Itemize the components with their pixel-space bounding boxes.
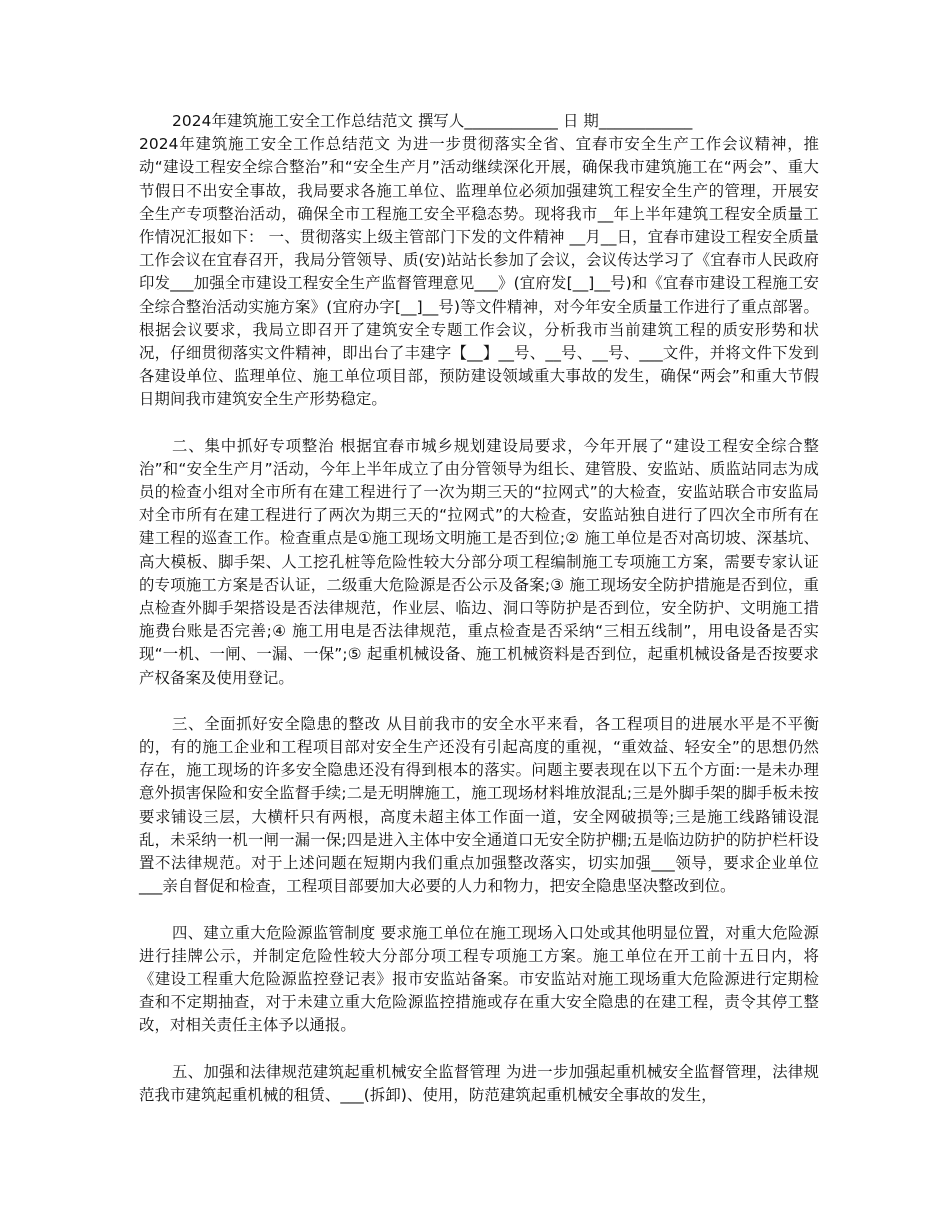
document-body bbox=[139, 110, 819, 1130]
paragraph-4-text: 四、建立重大危险源监管制度 要求施工单位在施工现场入口处或其他明显位置，对重大危险源进行挂牌公示，并制定危险性较大分部分项工程专项施工方案。施工单位在开工前十五日内，将《建设工程重大危险源监控登记表》报市安监站备案。市安监站对施工现场重大危险源进行定期检查和不定期抽查，对于未建立重大危险源监控措施或存在重大安全隐患的在建工程，责令其停工整改，对相关责任主体予以通报。 bbox=[139, 923, 819, 1035]
paragraph-1-text: 2024年建筑施工安全工作总结范文 为进一步贯彻落实全省、宜春市安全生产工作会议精神，推动“建设工程安全综合整治”和“安全生产月”活动继续深化开展，确保我市建筑施工在“两会”、重大节假日不出安全事故，我局要求各施工单位、监理单位必须加强建筑工程安全生产的管理，开展安全生产专项整治活动，确保全市工程施工安全平稳态势。现将我市__年上半年建筑工程安全质量工作情况汇报如下： 一、贯彻落实上级主管部门下发的文件精神 __月__日，宜春市建设工程安全质量工作会议在宜春召开，我局分管领导、质(安)站站长参加了会议，会议传达学习了《宜春市人民政府印发___加强全市建设工程安全生产监督管理意见___》(宜府发[__]__号)和《宜春市建设工程施工安全综合整治活动实施方案》(宜府办字[__]__号)等文件精神，对今年安全质量工作进行了重点部署。根据会议要求，我局立即召开了建筑安全专题工作会议，分析我市当前建筑工程的质安形势和状况，仔细贯彻落实文件精神，即出台了丰建字【__】__号、__号、__号、___文件，并将文件下发到各建设单位、监理单位、施工单位项目部，预防建设领域重大事故的发生，确保“两会”和重大节假日期间我市建筑安全生产形势稳定。 bbox=[139, 135, 819, 409]
paragraph-3-text: 三、全面抓好安全隐患的整改 从目前我市的安全水平来看，各工程项目的进展水平是不平衡的，有的施工企业和工程项目部对安全生产还没有引起高度的重视，“重效益、轻安全”的思想仍然存在，施工现场的许多安全隐患还没有得到根本的落实。问题主要表现在以下五个方面:一是未办理意外损害保险和安全监督手续;二是无明牌施工，施工现场材料堆放混乱;三是外脚手架的脚手板未按要求铺设三层，大横杆只有两根，高度未超主体工作面一道，安全网破损等;三是施工线路铺设混乱，未采纳一机一闸一漏一保;四是进入主体中安全通道口无安全防护棚;五是临边防护的防护栏杆设置不法律规范。对于上述问题在短期内我们重点加强整改落实，切实加强___领导，要求企业单位___亲自督促和检查，工程项目部要加大必要的人力和物力，把安全隐患坚决整改到位。 bbox=[139, 714, 819, 896]
paragraph-3 bbox=[139, 713, 819, 899]
paragraph-2-text: 二、集中抓好专项整治 根据宜春市城乡规划建设局要求，今年开展了“建设工程安全综合整治”和“安全生产月”活动，今年上半年成立了由分管领导为组长、建管股、安监站、质监站同志为成员的检查小组对全市所有在建工程进行了一次为期三天的“拉网式”的大检查，安监站联合市安监局对全市所有在建工程进行了两次为期三天的“拉网式”的大检查，安监站独自进行了四次全市所有在建工程的巡查工作。检查重点是①施工现场文明施工是否到位;② 施工单位是否对高切坡、深基坑、高大模板、脚手架、人工挖孔桩等危险性较大分部分项工程编制施工专项施工方案，需要专家认证的专项施工方案是否认证，二级重大危险源是否公示及备案;③ 施工现场安全防护措施是否到位，重点检查外脚手架搭设是否法律规范，作业层、临边、洞口等防护是否到位，安全防护、文明施工措施费台账是否完善;④ 施工用电是否法律规范，重点检查是否采纳“三相五线制”，用电设备是否实现“一机、一闸、一漏、一保”;⑤ 起重机械设备、施工机械资料是否到位，起重机械设备是否按要求产权备案及使用登记。 bbox=[139, 436, 819, 687]
header-line: 2024年建筑施工安全工作总结范文 撰写人____________ 日 期____________ bbox=[172, 112, 693, 130]
document-header-paragraph bbox=[139, 110, 819, 412]
paragraph-5 bbox=[139, 1061, 819, 1107]
paragraph-5-text: 五、加强和法律规范建筑起重机械安全监督管理 为进一步加强起重机械安全监督管理，法律规范我市建筑起重机械的租赁、___(拆卸)、使用，防范建筑起重机械安全事故的发生， bbox=[139, 1062, 819, 1104]
paragraph-2 bbox=[139, 435, 819, 690]
paragraph-4 bbox=[139, 922, 819, 1038]
